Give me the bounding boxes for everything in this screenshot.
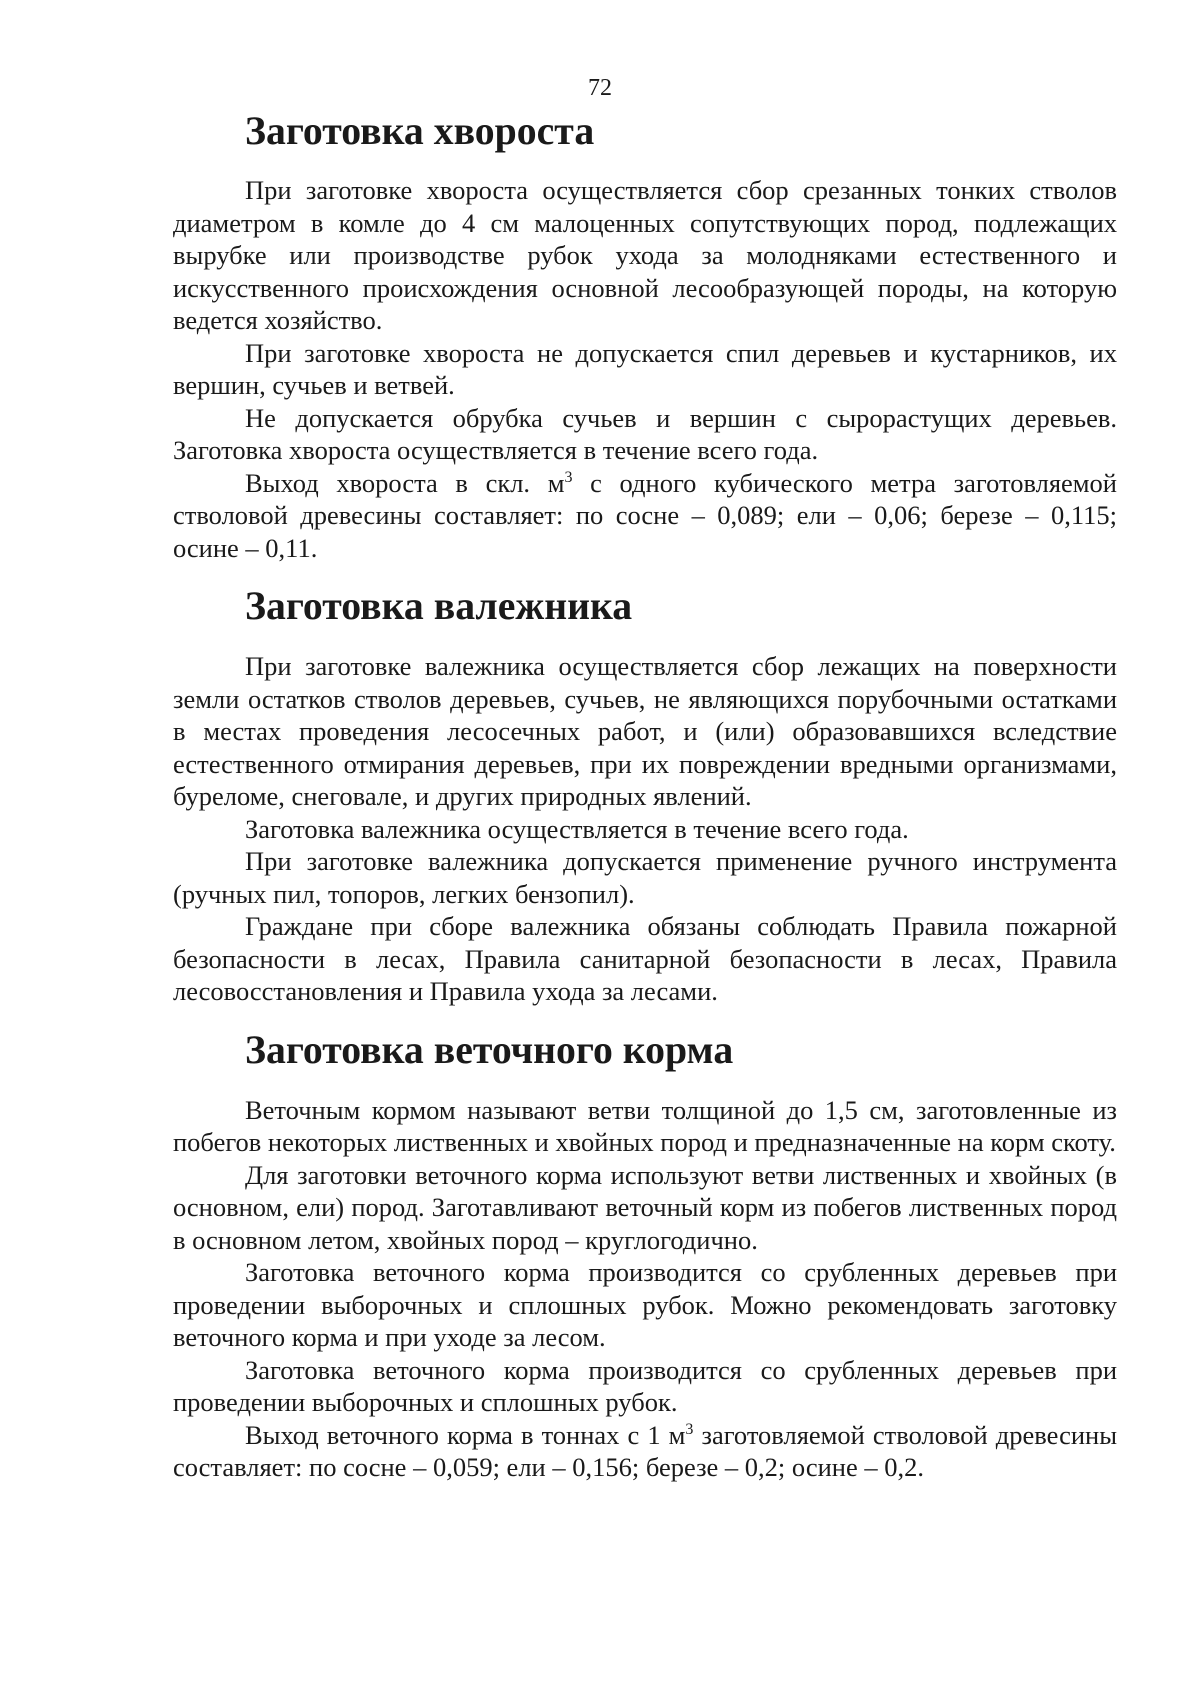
- page-number: 72: [588, 75, 612, 101]
- paragraph: Заготовка веточного корма производится со срубленных деревьев при проведении выборочных и сплошных рубок. Можно рекомендовать заготовку веточного корма и при уходе за лесом.: [173, 1257, 1117, 1352]
- superscript: 3: [685, 1420, 694, 1438]
- paragraph: Не допускается обрубка сучьев и вершин с сырорастущих деревьев. Заготовка хвороста осуществляется в течение всего года.: [173, 402, 1117, 465]
- yield-text-start: Выход хвороста в скл. м: [245, 467, 565, 498]
- paragraph: Граждане при сборе валежника обязаны соблюдать Правила пожарной безопасности в лесах, Правила санитарной безопасности в лесах, Правила лесовосстановления и Правила ухода за лесами.: [173, 911, 1117, 1006]
- section-brushwood: [173, 109, 1117, 564]
- section-heading: Заготовка валежника: [245, 584, 633, 628]
- paragraph: Заготовка веточного корма производится со срубленных деревьев при проведении выборочных и сплошных рубок.: [173, 1354, 1117, 1417]
- page-content: [173, 109, 1117, 1484]
- paragraph: При заготовке валежника допускается применение ручного инструмента (ручных пил, топоров, легких бензопил).: [173, 846, 1117, 909]
- paragraph: При заготовке хвороста осуществляется сбор срезанных тонких стволов диаметром в комле до 4 см малоценных сопутствующих пород, подлежащих вырубке или производстве рубок ухода за молодняками естественного и искусственного происхождения основной лесообразующей породы, на которую ведется хозяйство.: [173, 175, 1117, 335]
- section-heading: Заготовка веточного корма: [245, 1027, 734, 1072]
- paragraph: При заготовке валежника осуществляется сбор лежащих на поверхности земли остатков стволов деревьев, сучьев, не являющихся порубочными остатками в местах проведения лесосечных работ, и (или) образовавшихся вследствие естественного отмирания деревьев, при их повреждении вредными организмами, буреломе, снеговале, и других природных явлений.: [173, 651, 1117, 811]
- yield-text-start: Выход веточного корма в тоннах с 1 м: [245, 1419, 686, 1450]
- yield-paragraph: [173, 1419, 1117, 1484]
- paragraph: Для заготовки веточного корма используют ветви лиственных и хвойных (в основном, ели) пород. Заготавливают веточный корм из побегов лиственных пород в основном летом, хвойных пород – круглогодично.: [173, 1159, 1117, 1255]
- paragraph: Веточным кормом называют ветви толщиной до 1,5 см, заготовленные из побегов некоторых лиственных и хвойных пород и предназначенные на корм скоту.: [173, 1094, 1117, 1157]
- superscript: 3: [564, 468, 573, 486]
- section-deadwood: [173, 584, 1117, 1008]
- section-heading: Заготовка хвороста: [245, 109, 595, 153]
- yield-text-end: с одного кубического метра заготовляемой стволовой древесины составляет: по сосне – 0,089; ели – 0,06; березе – 0,115; осине – 0,11.: [173, 467, 1117, 563]
- yield-text-end: заготовляемой стволовой древесины составляет: по сосне – 0,059; ели – 0,156; березе – 0,2; осине – 0,2.: [173, 1419, 1117, 1482]
- paragraph: Заготовка валежника осуществляется в течение всего года.: [245, 813, 909, 844]
- paragraph: При заготовке хвороста не допускается спил деревьев и кустарников, их вершин, сучьев и ветвей.: [173, 337, 1117, 400]
- section-branch-feed: [173, 1027, 1117, 1484]
- yield-paragraph: [173, 467, 1117, 565]
